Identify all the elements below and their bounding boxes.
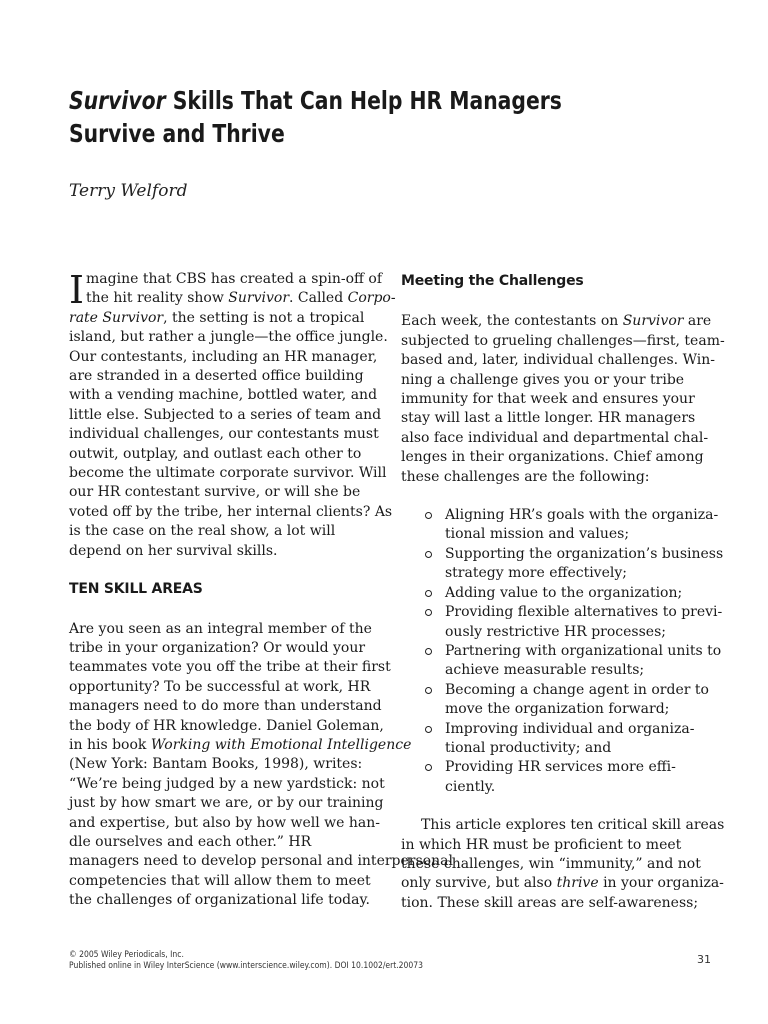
text-line: tribe in your organization? Or would your <box>69 639 366 656</box>
text-line: also face individual and departmental chal- <box>401 429 709 446</box>
text-line: ciently. <box>445 778 496 795</box>
text-span: only survive, but also <box>401 875 557 892</box>
text-line: stay will last a little longer. HR managers <box>401 410 696 427</box>
list-item <box>423 720 719 759</box>
text-line: in which HR must be proficient to meet <box>401 836 682 853</box>
text-line: Aligning HR’s goals with the organiza- <box>445 507 719 524</box>
text-line: tional mission and values; <box>445 526 630 543</box>
text-line: opportunity? To be successful at work, HR <box>69 678 371 695</box>
text-line: Providing flexible alternatives to previ- <box>445 604 723 621</box>
corporate-survivor-italic-1: Corpo- <box>347 290 396 307</box>
text-line: magine that CBS has created a spin-off of <box>86 271 383 287</box>
text-span: , the setting is not a tropical <box>163 309 365 326</box>
thrive-italic: thrive <box>556 875 599 892</box>
author-name: Terry Welford <box>69 181 188 201</box>
text-line: voted off by the tribe, her internal clients? As <box>69 503 393 520</box>
text-line: competencies that will allow them to meet <box>69 872 371 889</box>
text-line: “We’re being judged by a new yardstick: not <box>69 775 385 792</box>
text-line: achieve measurable results; <box>445 662 645 679</box>
corporate-survivor-italic-2: rate Survivor <box>69 309 164 326</box>
book-title-italic: Working with Emotional Intelligence <box>150 736 412 753</box>
list-item <box>423 603 723 642</box>
text-line: ously restrictive HR processes; <box>445 623 666 640</box>
text-line: Partnering with organizational units to <box>445 642 722 659</box>
section-heading-challenges: Meeting the Challenges <box>401 273 584 289</box>
title-line-2: Survive and Thrive <box>69 119 285 148</box>
text-line: little else. Subjected to a series of team and <box>69 406 382 423</box>
text-line: (New York: Bantam Books, 1998), writes: <box>69 756 363 773</box>
text-line: Supporting the organization’s business <box>445 545 724 562</box>
copyright-notice: © 2005 Wiley Periodicals, Inc. <box>69 950 184 960</box>
skills-paragraph <box>69 620 453 911</box>
text-line <box>401 312 719 331</box>
list-item <box>423 758 719 797</box>
text-span: Each week, the contestants on <box>401 313 623 330</box>
text-line: teammates vote you off the tribe at their first <box>69 659 391 676</box>
section-heading-skill-areas: TEN SKILL AREAS <box>69 581 203 598</box>
text-line: these challenges are the following: <box>401 468 650 485</box>
text-line: the body of HR knowledge. Daniel Goleman, <box>69 717 384 734</box>
text-line: Providing HR services more effi- <box>445 759 676 776</box>
footer <box>69 950 423 972</box>
text-line: lenges in their organizations. Chief among <box>401 449 704 466</box>
text-line: depend on her survival skills. <box>69 542 278 559</box>
text-line: Becoming a change agent in order to <box>445 681 709 698</box>
text-line: Our contestants, including an HR manager, <box>69 348 378 365</box>
text-line: with a vending machine, bottled water, and <box>69 387 378 404</box>
show-title-italic: Survivor <box>228 290 290 307</box>
text-span: are <box>683 313 712 330</box>
text-line: tional productivity; and <box>445 739 612 756</box>
title-line1-rest: Skills That Can Help HR Managers <box>165 86 562 115</box>
text-line: just by how smart we are, or by our training <box>69 795 384 812</box>
text-span: . Called <box>289 290 348 307</box>
text-line: dle ourselves and each other.” HR <box>69 833 312 850</box>
text-line: ning a challenge gives you or your tribe <box>401 371 685 388</box>
show-title-italic: Survivor <box>622 313 684 330</box>
title-line-1 <box>69 84 600 117</box>
text-line: the challenges of organizational life today. <box>69 892 370 909</box>
text-span: in his book <box>69 736 151 753</box>
publication-info: Published online in Wiley InterScience (www.interscience.wiley.com). DOI 10.1002/ert.20073 <box>69 961 424 971</box>
list-item <box>423 545 724 584</box>
text-line <box>401 874 724 893</box>
text-line: strategy more effectively; <box>445 565 627 582</box>
text-line: outwit, outplay, and outlast each other to <box>69 445 362 462</box>
text-line: managers need to develop personal and interpersonal <box>69 853 453 870</box>
text-line: individual challenges, our contestants must <box>69 426 379 443</box>
article-title <box>69 84 600 150</box>
text-line: island, but rather a jungle—the office jungle. <box>69 329 388 346</box>
text-line: our HR contestant survive, or will she be <box>69 484 361 501</box>
text-span: the hit reality show <box>86 290 229 307</box>
text-line: subjected to grueling challenges—first, team- <box>401 332 725 349</box>
text-span: in your organiza- <box>598 875 724 892</box>
left-column <box>69 268 453 911</box>
page-number: 31 <box>697 953 711 966</box>
drop-cap: I <box>69 268 85 312</box>
list-item <box>423 681 719 720</box>
text-line: are stranded in a deserted office building <box>69 368 364 385</box>
text-line: become the ultimate corporate survivor. Will <box>69 465 387 482</box>
text-line: tion. These skill areas are self-awareness; <box>401 894 699 911</box>
list-item <box>423 506 719 545</box>
title-italic-survivor: Survivor <box>69 86 166 115</box>
text-line: immunity for that week and ensures your <box>401 391 695 408</box>
text-line: is the case on the real show, a lot will <box>69 523 336 540</box>
text-line: Adding value to the organization; <box>445 584 683 601</box>
text-line: This article explores ten critical skill areas <box>421 817 725 834</box>
text-line: and expertise, but also by how well we han- <box>69 814 381 831</box>
challenges-paragraph <box>401 312 725 487</box>
right-column <box>401 270 725 913</box>
list-item <box>423 642 722 681</box>
closing-paragraph <box>401 816 725 913</box>
text-line: Are you seen as an integral member of the <box>69 620 372 637</box>
list-item <box>423 584 719 603</box>
text-line: based and, later, individual challenges. Win- <box>401 352 715 369</box>
text-line <box>69 309 387 328</box>
text-line: Improving individual and organiza- <box>445 720 695 737</box>
text-line: managers need to do more than understand <box>69 698 382 715</box>
intro-paragraph <box>69 268 396 561</box>
text-line <box>69 289 396 308</box>
challenges-list <box>401 506 724 797</box>
text-line: move the organization forward; <box>445 701 670 718</box>
text-line: these challenges, win “immunity,” and not <box>401 855 701 872</box>
text-line <box>69 736 412 755</box>
